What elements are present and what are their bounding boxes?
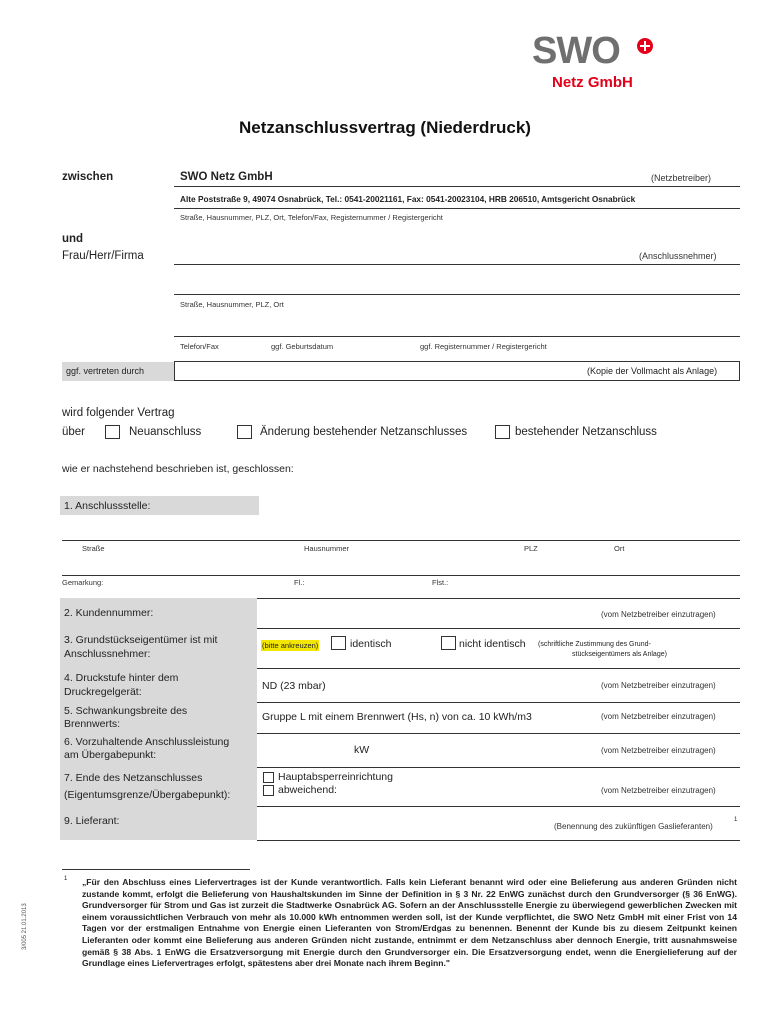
owner-not-identical-label: nicht identisch — [459, 638, 526, 650]
capacity-label-1: 6. Vorzuhaltende Anschlussleistung — [64, 736, 230, 748]
footnote-text: „Für den Abschluss eines Liefervertrages ist der Kunde verantwortlich. Falls kein Lieferant benannt wird oder eine Belieferung aus anderen Gründen nicht zustande kommt, erfolgt die Belieferung von Haushaltskunden im Sinne der Definition in § 3 Nr. 22 EnWG zunächst durch den Grundversorger (§ 36 EnWG). Grundversorger für Strom und Gas ist zurzeit die Stadtwerke Osnabrück AG. Sofern an der Anschlussstelle Energie zu überwiegend gewerblichen Zwecken mit einem voraussichtlichen Verbrauch von mehr als 10.000 kWh entnommen werden soll, ist der Kunde verpflichtet, die SWO Netz GmbH mit einer Frist von 14 Tagen vor der erstmaligen Entnahme von Energie einen Lieferanten von Strom/Erdgas zu benennen. Benennt der Kunde bis zu diesem Zeitpunkt keinen Lieferanten oder kommt eine Belieferung aus anderen Gründen nicht zustande, entnimmt er dem Netzanschluss aber dennoch Energie, tritt ausnahmsweise gemäß § 38 Abs. 1 EnWG die Ersatzversorgung mit Energie durch den Grundversorger ein. Die Ersatzversorgung endet, wenn die Energielieferung auf der Grundlage eines Liefervertrages erfolgt, spätestens aber drei Monate nach ihrem Beginn." — [82, 877, 737, 969]
owner-not-identical-checkbox[interactable] — [441, 636, 456, 650]
page-title: Netzanschlussvertrag (Niederdruck) — [239, 118, 531, 137]
side-code: 3/005 21.01.2013 — [22, 903, 28, 950]
address-field[interactable] — [62, 575, 740, 576]
capacity-label-2: am Übergabepunkt: — [64, 749, 157, 761]
customer-number-note: (vom Netzbetreiber einzutragen) — [601, 610, 716, 619]
concluded-text: wie er nachstehend beschrieben ist, geschlossen: — [62, 463, 294, 475]
house-number-caption: Hausnummer — [304, 544, 350, 553]
main-shutoff-checkbox[interactable] — [263, 772, 274, 783]
existing-connection-checkbox[interactable] — [495, 425, 510, 439]
deviating-checkbox[interactable] — [263, 785, 274, 796]
main-shutoff-label: Hauptabsperreinrichtung — [278, 771, 393, 783]
supplier-footnote-ref: 1 — [734, 817, 738, 823]
birthdate-caption: ggf. Geburtsdatum — [271, 342, 334, 351]
customer-address-caption: Straße, Hausnummer, PLZ, Ort — [180, 300, 284, 309]
customer-address-field[interactable] — [174, 294, 740, 295]
supplier-note: (Benennung des zukünftigen Gaslieferanten) — [554, 822, 713, 831]
district-caption: Gemarkung: — [62, 578, 104, 587]
and-label: und — [62, 233, 84, 245]
represented-label: ggf. vertreten durch — [66, 366, 145, 376]
street-caption: Straße — [82, 544, 105, 553]
owner-consent-note-1: (schriftliche Zustimmung des Grund- — [538, 641, 651, 648]
owner-label-2: Anschlussnehmer: — [64, 648, 151, 660]
pressure-value: ND (23 mbar) — [262, 680, 326, 692]
customer-number-label: 2. Kundennummer: — [64, 607, 154, 619]
change-connection-label: Änderung bestehender Netzanschlusses — [260, 426, 468, 438]
between-label: zwischen — [62, 171, 114, 183]
change-connection-checkbox[interactable] — [237, 425, 252, 439]
footnote-marker: 1 — [64, 876, 68, 882]
connection-end-label-1: 7. Ende des Netzanschlusses — [64, 772, 203, 784]
fl-caption: Fl.: — [294, 578, 305, 587]
calorific-label-2: Brennwerts: — [64, 718, 121, 730]
customer-name-field[interactable] — [174, 264, 740, 265]
calorific-value: Gruppe L mit einem Brennwert (Hs, n) von ca. 10 kWh/m3 — [262, 711, 532, 723]
phone-caption: Telefon/Fax — [180, 342, 219, 351]
existing-connection-label: bestehender Netzanschluss — [515, 426, 657, 438]
capacity-unit: kW — [354, 744, 370, 756]
pressure-label-2: Druckregelgerät: — [64, 686, 142, 698]
pressure-note: (vom Netzbetreiber einzutragen) — [601, 681, 716, 690]
tick-hint: (bitte ankreuzen) — [262, 641, 319, 650]
operator-role: (Netzbetreiber) — [651, 173, 712, 183]
operator-address: Alte Poststraße 9, 49074 Osnabrück, Tel.: 0541-20021161, Fax: 0541-20023104, HRB 206510, Amtsgericht Osnabrück — [180, 194, 636, 204]
owner-identical-checkbox[interactable] — [331, 636, 346, 650]
connection-end-label-2: (Eigentumsgrenze/Übergabepunkt): — [64, 789, 231, 801]
logo-brand: SWO — [532, 30, 620, 72]
zip-caption: PLZ — [524, 544, 538, 553]
flst-caption: Flst.: — [432, 578, 449, 587]
connection-end-note: (vom Netzbetreiber einzutragen) — [601, 786, 716, 795]
calorific-note: (vom Netzbetreiber einzutragen) — [601, 712, 716, 721]
represented-note: (Kopie der Vollmacht als Anlage) — [587, 366, 718, 376]
over-label: über — [62, 426, 86, 438]
register-caption: ggf. Registernummer / Registergericht — [420, 342, 547, 351]
pressure-label-1: 4. Druckstufe hinter dem — [64, 672, 179, 684]
contract-intro: wird folgender Vertrag — [62, 407, 175, 419]
deviating-label: abweichend: — [278, 784, 337, 796]
owner-identical-label: identisch — [350, 638, 392, 650]
operator-name: SWO Netz GmbH — [180, 171, 273, 183]
logo-subtitle: Netz GmbH — [552, 74, 633, 91]
logo-mark-icon — [637, 38, 653, 54]
section1-heading: 1. Anschlussstelle: — [64, 500, 151, 512]
capacity-note: (vom Netzbetreiber einzutragen) — [601, 746, 716, 755]
new-connection-checkbox[interactable] — [105, 425, 120, 439]
supplier-label: 9. Lieferant: — [64, 815, 120, 827]
customer-phone-field[interactable] — [174, 336, 740, 337]
new-connection-label: Neuanschluss — [129, 426, 202, 438]
operator-address-caption: Straße, Hausnummer, PLZ, Ort, Telefon/Fax, Registernummer / Registergericht — [180, 213, 443, 222]
calorific-label-1: 5. Schwankungsbreite des — [64, 705, 188, 717]
customer-role: (Anschlussnehmer) — [639, 251, 717, 261]
customer-label: Frau/Herr/Firma — [62, 250, 144, 262]
owner-label-1: 3. Grundstückseigentümer ist mit — [64, 634, 218, 646]
city-caption: Ort — [614, 544, 625, 553]
owner-consent-note-2: stückseigentümers als Anlage) — [572, 651, 667, 658]
